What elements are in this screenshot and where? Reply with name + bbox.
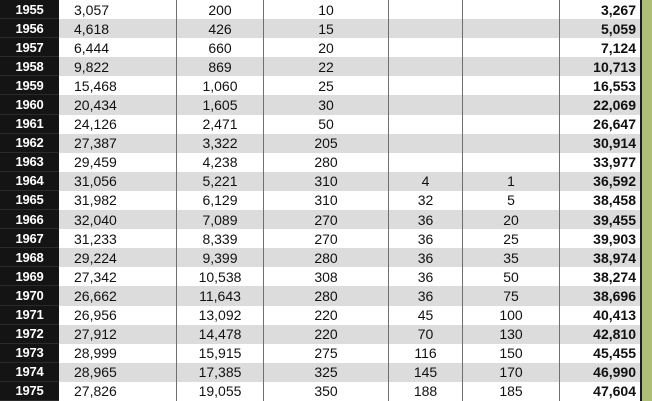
value-cell [389,19,463,38]
value-cell: 25 [463,229,560,248]
value-cell: 270 [264,229,389,248]
value-cell: 660 [177,38,264,57]
total-cell: 38,696 [593,287,636,304]
year-cell: 1970 [0,286,59,305]
value-cell [389,134,463,153]
total-cell: 5,059 [600,20,636,37]
value-cell: 27,387 [59,134,177,153]
value-cell [463,115,560,134]
value-cell [389,0,463,19]
year-cell: 1957 [0,38,59,57]
value-cell: 15,468 [59,76,177,95]
value-cell [389,115,463,134]
value-cell: 3,057 [59,0,177,19]
year-cell: 1965 [0,191,59,210]
value-cell: 50 [264,115,389,134]
table-row [59,286,640,305]
total-cell: 40,413 [593,307,636,324]
value-cell: 220 [264,325,389,344]
table-row [59,76,640,95]
value-cell: 350 [264,382,389,401]
total-cell: 38,974 [593,249,636,266]
year-cell: 1958 [0,57,59,76]
value-cell: 8,339 [177,229,264,248]
value-cell: 32,040 [59,210,177,229]
table-row [59,382,640,401]
total-cell: 47,604 [593,383,636,400]
year-cell: 1974 [0,363,59,382]
value-cell: 36 [389,248,463,267]
value-cell: 10 [264,0,389,19]
value-cell: 30 [264,95,389,114]
value-cell: 150 [463,344,560,363]
value-cell: 2,471 [177,115,264,134]
table-row [59,248,640,267]
value-cell: 27,342 [59,267,177,286]
value-cell [389,95,463,114]
table-row [59,153,640,172]
table-row [59,95,640,114]
value-cell: 9,399 [177,248,264,267]
table-body [59,0,640,401]
year-cell: 1956 [0,19,59,38]
value-cell: 1,060 [177,76,264,95]
year-cell: 1972 [0,325,59,344]
total-cell: 26,647 [593,116,636,133]
value-cell: 4,238 [177,153,264,172]
year-cell: 1961 [0,115,59,134]
value-cell: 6,444 [59,38,177,57]
value-cell: 4,618 [59,19,177,38]
value-cell: 280 [264,153,389,172]
value-cell: 280 [264,248,389,267]
total-cell: 39,903 [593,230,636,247]
value-cell: 1 [463,172,560,191]
value-cell: 426 [177,19,264,38]
value-cell: 14,478 [177,325,264,344]
value-cell [463,76,560,95]
right-accent-bar [640,0,652,401]
value-cell: 170 [463,363,560,382]
total-cell: 36,592 [593,173,636,190]
value-cell: 15 [264,19,389,38]
table-row [59,38,640,57]
value-cell: 9,822 [59,57,177,76]
value-cell [463,57,560,76]
value-cell [463,0,560,19]
year-cell: 1968 [0,248,59,267]
value-cell [463,19,560,38]
value-cell: 27,826 [59,382,177,401]
value-cell: 36 [389,267,463,286]
table-row [59,306,640,325]
value-cell: 270 [264,210,389,229]
value-cell: 75 [463,286,560,305]
value-cell: 19,055 [177,382,264,401]
total-cell: 22,069 [593,97,636,114]
value-cell: 28,965 [59,363,177,382]
table-row [59,134,640,153]
value-cell: 130 [463,325,560,344]
value-cell [389,38,463,57]
value-cell: 31,056 [59,172,177,191]
year-cell: 1960 [0,95,59,114]
year-cell: 1955 [0,0,59,19]
value-cell: 4 [389,172,463,191]
total-cell: 10,713 [593,58,636,75]
value-cell: 5,221 [177,172,264,191]
table-row [59,344,640,363]
value-cell: 116 [389,344,463,363]
table-row [59,191,640,210]
table-row [59,229,640,248]
total-cell: 45,455 [593,345,636,362]
total-cell: 39,455 [593,211,636,228]
year-cell: 1967 [0,229,59,248]
table-row [59,115,640,134]
table-row [59,363,640,382]
value-cell: 20,434 [59,95,177,114]
value-cell: 10,538 [177,267,264,286]
value-cell: 5 [463,191,560,210]
value-cell: 11,643 [177,286,264,305]
value-cell: 24,126 [59,115,177,134]
value-cell: 28,999 [59,344,177,363]
value-cell: 36 [389,210,463,229]
total-cell: 33,977 [593,154,636,171]
value-cell: 7,089 [177,210,264,229]
value-cell: 45 [389,306,463,325]
value-cell: 25 [264,76,389,95]
year-cell: 1971 [0,306,59,325]
year-cell: 1962 [0,134,59,153]
total-cell: 46,990 [593,364,636,381]
table-row [59,172,640,191]
value-cell: 15,915 [177,344,264,363]
value-cell: 36 [389,286,463,305]
value-cell: 20 [463,210,560,229]
value-cell: 310 [264,172,389,191]
table-row [59,210,640,229]
value-cell: 17,385 [177,363,264,382]
year-cell: 1966 [0,210,59,229]
total-cell: 30,914 [593,135,636,152]
value-cell: 220 [264,306,389,325]
value-cell: 185 [463,382,560,401]
value-cell: 70 [389,325,463,344]
value-cell: 27,912 [59,325,177,344]
table-row [59,0,640,19]
value-cell: 31,982 [59,191,177,210]
year-cell: 1959 [0,76,59,95]
year-cell: 1969 [0,267,59,286]
table-row [59,57,640,76]
year-cell: 1964 [0,172,59,191]
value-cell: 310 [264,191,389,210]
total-cell: 38,274 [593,268,636,285]
value-cell: 36 [389,229,463,248]
value-cell: 280 [264,286,389,305]
value-cell [463,134,560,153]
value-cell: 869 [177,57,264,76]
value-cell: 50 [463,267,560,286]
value-cell: 100 [463,306,560,325]
total-cell: 7,124 [600,39,636,56]
value-cell: 145 [389,363,463,382]
table-row [59,325,640,344]
value-cell: 6,129 [177,191,264,210]
value-cell: 308 [264,267,389,286]
value-cell [389,57,463,76]
value-cell: 205 [264,134,389,153]
value-cell [389,76,463,95]
year-cell: 1973 [0,344,59,363]
value-cell: 3,322 [177,134,264,153]
value-cell [463,38,560,57]
year-cell: 1975 [0,382,59,401]
table-row [59,267,640,286]
total-cell: 38,458 [593,192,636,209]
year-cell: 1963 [0,153,59,172]
value-cell: 29,224 [59,248,177,267]
value-cell: 31,233 [59,229,177,248]
value-cell: 26,662 [59,286,177,305]
value-cell [389,153,463,172]
value-cell: 20 [264,38,389,57]
value-cell: 1,605 [177,95,264,114]
value-cell: 275 [264,344,389,363]
value-cell: 22 [264,57,389,76]
total-cell: 42,810 [593,326,636,343]
total-cell: 16,553 [593,77,636,94]
value-cell [463,95,560,114]
value-cell: 188 [389,382,463,401]
value-cell [463,153,560,172]
table-row [59,19,640,38]
year-column [0,0,59,401]
value-cell: 325 [264,363,389,382]
value-cell: 35 [463,248,560,267]
value-cell: 200 [177,0,264,19]
value-cell: 32 [389,191,463,210]
value-cell: 29,459 [59,153,177,172]
total-cell: 3,267 [600,1,636,18]
value-cell: 26,956 [59,306,177,325]
value-cell: 13,092 [177,306,264,325]
